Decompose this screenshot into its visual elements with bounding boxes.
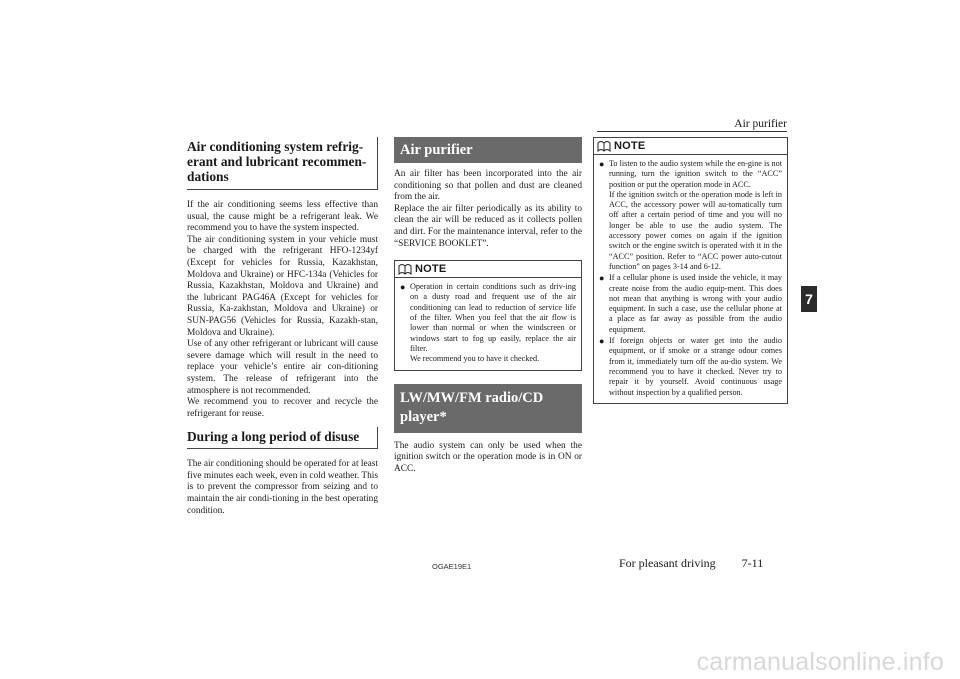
paragraph: If the air conditioning seems less effective than usual, the cause might be a refrigerant leak. We recommend you to have the system inspected. xyxy=(187,200,378,234)
paragraph: Replace the air filter periodically as its ability to clean the air will be reduced as it collects pollen and dirt. For the maintenance interval, refer to the “SERVICE BOOKLET”. xyxy=(394,203,582,249)
note-paragraph: If the ignition switch or the operation mode is left in ACC, the accessory power will au-tomatically turn off after a certain period of time and you will no longer be able to use the audio system. The accessory power comes on again if the ignition switch or the engine switch is operated with it in the “ACC” position. Refer to “ACC power auto-cutout function” on pages 3-14 and 6-12. xyxy=(609,189,782,271)
heading-air-purifier: Air purifier xyxy=(394,137,582,163)
running-header: Air purifier xyxy=(734,118,787,130)
note-label: NOTE xyxy=(415,263,447,276)
header-rule xyxy=(597,131,787,132)
paragraph: An air filter has been incorporated into the air conditioning so that pollen and dust are cleaned from the air. xyxy=(394,169,582,203)
note-body xyxy=(395,278,581,369)
paragraph: Use of any other refrigerant or lubricant will cause severe damage which will result in the need to replace your vehicle’s entire air con-ditioning system. The release of refrigerant into the atmosphere is not recommended. xyxy=(187,339,378,396)
note-paragraph: Operation in certain conditions such as driv-ing on a dusty road and frequent use of the air conditioning can lead to reduction of service life of the filter. When you feel that the air flow is lower than normal or when the windscreen or windows start to fog up easily, replace the air filter. xyxy=(410,282,576,353)
column-3 xyxy=(593,137,788,404)
bullet-icon: ● xyxy=(400,282,406,293)
note-paragraph: To listen to the audio system while the en-gine is not running, turn the ignition switch to the “ACC” position or put the operation mode in ACC. xyxy=(609,159,782,189)
page-footer xyxy=(619,556,763,571)
footer-section: For pleasant driving xyxy=(619,556,716,570)
paragraph: The audio system can only be used when the ignition switch or the operation mode is in ON or ACC. xyxy=(394,440,582,474)
note-icon xyxy=(398,263,412,275)
note-body xyxy=(594,155,787,403)
watermark-logo: carmanualsonline.info xyxy=(696,648,944,676)
note-item xyxy=(599,159,782,272)
note-item xyxy=(400,282,576,364)
paragraph: We recommend you to recover and recycle the refrigerant for reuse. xyxy=(187,397,378,419)
note-paragraph: We recommend you to have it checked. xyxy=(410,354,540,364)
page-number: 7-11 xyxy=(741,556,764,570)
note-item xyxy=(599,273,782,335)
note-box-air-filter xyxy=(394,260,582,370)
heading-refrigerant: Air conditioning system refrig-erant and lubricant recommen-dations xyxy=(187,137,378,190)
bullet-icon: ● xyxy=(599,159,605,169)
note-header xyxy=(594,138,787,155)
bullet-icon: ● xyxy=(599,336,605,347)
note-paragraph: If foreign objects or water get into the audio equipment, or if smoke or a strange odour comes from it, immediately turn off the au-dio system. We recommend you to have it checked. Never try to repair it by yourself. Avoid continuous usage without inspection by a qualified person. xyxy=(609,336,782,397)
note-icon xyxy=(597,140,611,152)
note-header xyxy=(395,261,581,278)
refrigerant-text xyxy=(187,200,378,420)
note-box-audio xyxy=(593,137,788,404)
paragraph: The air conditioning should be operated for at least five minutes each week, even in cold weather. This is to prevent the compressor from seizing and to maintain the air condi-tioning in the best operating condition. xyxy=(187,459,378,516)
chapter-tab[interactable]: 7 xyxy=(801,286,817,312)
bullet-icon: ● xyxy=(599,273,605,284)
note-item xyxy=(599,336,782,398)
paragraph: The air conditioning system in your vehicle must be charged with the refrigerant HFO-1234yf (Except for vehicles for Russia, Kazakhstan, Moldova and Ukraine) or HFC-134a (Vehicles for Russia, Kazakhstan, Moldova and Ukraine) and the lubricant PAG46A (Except for vehicles for Russia, Ka-zakhstan, Moldova and Ukraine) or SUN-PAG56 (Vehicles for Russia, Kazakh-stan, Moldova and Ukraine). xyxy=(187,234,378,338)
heading-disuse: During a long period of disuse xyxy=(187,427,378,449)
heading-radio-cd: LW/MW/FM radio/CD player* xyxy=(394,384,582,433)
note-paragraph: If a cellular phone is used inside the vehicle, it may create noise from the audio equip-ment. This does not mean that anything is wrong with your audio equipment. In such a case, use the cellular phone at a place as far away as possible from the audio equipment. xyxy=(609,273,782,334)
note-label: NOTE xyxy=(614,140,646,152)
column-1 xyxy=(187,137,378,517)
column-2 xyxy=(394,137,582,475)
document-code: OGAE19E1 xyxy=(432,562,472,571)
